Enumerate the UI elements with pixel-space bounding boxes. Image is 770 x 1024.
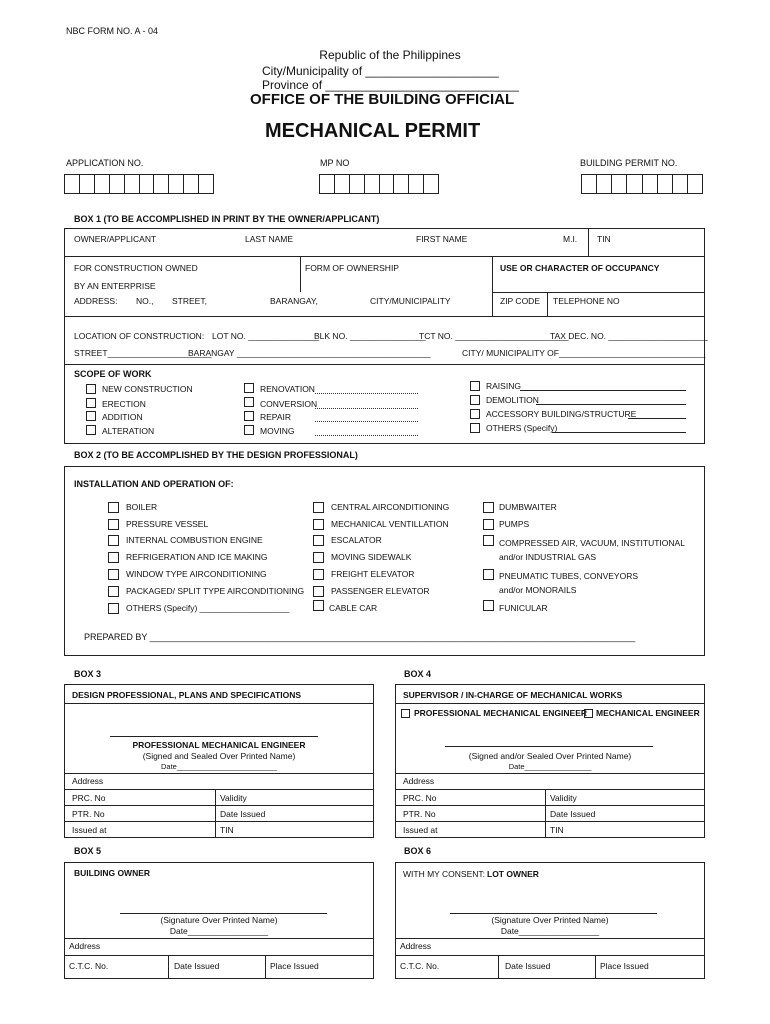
divider xyxy=(492,256,493,292)
zip-code-label[interactable]: ZIP CODE xyxy=(500,296,540,306)
installation-option: FUNICULAR xyxy=(499,603,548,613)
tin-label[interactable]: TIN xyxy=(597,234,611,244)
box4-ptr-no[interactable]: PTR. No xyxy=(403,809,436,819)
installation-checkbox[interactable] xyxy=(108,502,119,513)
last-name-label[interactable]: LAST NAME xyxy=(245,234,294,244)
installation-option: PNEUMATIC TUBES, CONVEYORS xyxy=(499,571,639,581)
installation-option: INTERNAL COMBUSTION ENGINE xyxy=(126,535,263,545)
divider xyxy=(395,805,705,806)
box4-signed: (Signed and/or Sealed Over Printed Name) xyxy=(468,751,632,761)
installation-checkbox[interactable] xyxy=(483,535,494,546)
installation-checkbox[interactable] xyxy=(108,552,119,563)
divider xyxy=(64,364,705,365)
divider xyxy=(395,773,705,774)
box4-date-issued[interactable]: Date Issued xyxy=(550,809,596,819)
tax-dec-no-field[interactable]: TAX DEC. NO. _____________________ xyxy=(550,331,708,341)
box4-option-2: MECHANICAL ENGINEER xyxy=(596,708,700,718)
box6-ctc-no[interactable]: C.T.C. No. xyxy=(400,961,440,971)
installation-option-cont: and/or MONORAILS xyxy=(499,585,577,595)
box6-place-issued[interactable]: Place Issued xyxy=(600,961,649,971)
box6-lot-owner: LOT OWNER xyxy=(487,869,539,879)
city-line: City/Municipality of ____________________ xyxy=(262,64,499,78)
office-title: OFFICE OF THE BUILDING OFFICIAL xyxy=(250,91,515,108)
divider xyxy=(395,938,705,939)
box6-date[interactable]: Date_________________ xyxy=(500,926,600,936)
divider xyxy=(64,938,374,939)
mp-no-label: MP NO xyxy=(320,158,350,168)
installation-option: CABLE CAR xyxy=(329,603,378,613)
box4-tin[interactable]: TIN xyxy=(550,825,564,835)
first-name-label[interactable]: FIRST NAME xyxy=(416,234,468,244)
specify-line[interactable] xyxy=(315,421,418,422)
box3-issued-at[interactable]: Issued at xyxy=(72,825,107,835)
box5-date-issued[interactable]: Date Issued xyxy=(174,961,220,971)
page-title: MECHANICAL PERMIT xyxy=(265,120,481,142)
box6-address[interactable]: Address xyxy=(400,941,432,951)
installation-option[interactable]: OTHERS (Specify) ___________________ xyxy=(126,603,290,613)
use-of-occupancy-label[interactable]: USE OR CHARACTER OF OCCUPANCY xyxy=(500,263,660,273)
box3-validity[interactable]: Validity xyxy=(220,793,247,803)
divider xyxy=(547,292,548,316)
city-field[interactable]: CITY/ MUNICIPALITY OF_______________________________ xyxy=(462,348,706,358)
divider xyxy=(395,821,705,822)
specify-line[interactable] xyxy=(628,418,686,419)
installation-checkbox[interactable] xyxy=(108,586,119,597)
divider xyxy=(64,256,705,257)
box6-signature: (Signature Over Printed Name) xyxy=(491,915,609,925)
prof-mech-engineer-checkbox[interactable] xyxy=(401,709,410,718)
republic-line: Republic of the Philippines xyxy=(319,48,461,62)
divider xyxy=(64,703,374,704)
scope-option: RAISING xyxy=(486,381,521,391)
scope-option: OTHERS (Specify) xyxy=(486,423,558,433)
blk-no-field[interactable]: BLK NO. ________________ xyxy=(314,331,426,341)
divider xyxy=(492,292,493,316)
province-line: Province of _____________________________ xyxy=(262,78,519,92)
box4-option-1: PROFESSIONAL MECHANICAL ENGINEER xyxy=(414,708,588,718)
box3-date-issued[interactable]: Date Issued xyxy=(220,809,266,819)
scope-checkbox[interactable] xyxy=(470,381,480,391)
box5-ctc-no[interactable]: C.T.C. No. xyxy=(69,961,109,971)
specify-line[interactable] xyxy=(315,435,418,436)
divider xyxy=(588,228,589,256)
scope-option: DEMOLITION xyxy=(486,395,539,405)
specify-line[interactable] xyxy=(315,408,418,409)
installation-option: PACKAGED/ SPLIT TYPE AIRCONDITIONING xyxy=(126,586,305,596)
box5-address[interactable]: Address xyxy=(69,941,101,951)
scope-checkbox[interactable] xyxy=(86,398,96,408)
box3-ptr-no[interactable]: PTR. No xyxy=(72,809,105,819)
installation-checkbox[interactable] xyxy=(313,552,324,563)
street-field[interactable]: STREET______________________ xyxy=(74,348,212,358)
box4-issued-at[interactable]: Issued at xyxy=(403,825,438,835)
mp-no-field[interactable] xyxy=(319,174,439,194)
divider xyxy=(395,789,705,790)
address-city-label[interactable]: CITY/MUNICIPALITY xyxy=(370,296,451,306)
telephone-label[interactable]: TELEPHONE NO xyxy=(553,296,620,306)
box3-header: DESIGN PROFESSIONAL, PLANS AND SPECIFICATIONS xyxy=(72,690,302,700)
installation-checkbox[interactable] xyxy=(313,569,324,580)
box4-date[interactable]: Date________________ xyxy=(508,762,592,771)
building-permit-no-field[interactable] xyxy=(581,174,703,194)
installation-option: CENTRAL AIRCONDITIONING xyxy=(331,502,450,512)
installation-option: ESCALATOR xyxy=(331,535,382,545)
installation-option: MECHANICAL VENTILLATION xyxy=(331,519,449,529)
signature-line[interactable] xyxy=(110,736,318,737)
signature-line[interactable] xyxy=(445,746,653,747)
box3-prc-no[interactable]: PRC. No xyxy=(72,793,106,803)
box3-signed: (Signed and Sealed Over Printed Name) xyxy=(142,751,296,761)
by-enterprise-label: BY AN ENTERPRISE xyxy=(74,281,156,291)
divider xyxy=(64,955,374,956)
box4-validity[interactable]: Validity xyxy=(550,793,577,803)
scope-checkbox[interactable] xyxy=(86,411,96,421)
tct-no-field[interactable]: TCT NO. ________________________ xyxy=(419,331,569,341)
box5-signature: (Signature Over Printed Name) xyxy=(160,915,278,925)
divider xyxy=(395,955,705,956)
divider xyxy=(215,789,216,838)
installation-checkbox[interactable] xyxy=(313,519,324,530)
box6-title: BOX 6 xyxy=(404,846,432,856)
lot-no-field[interactable]: LOT NO. _______________ xyxy=(212,331,320,341)
installation-option: MOVING SIDEWALK xyxy=(331,552,412,562)
divider xyxy=(395,703,705,704)
signature-line[interactable] xyxy=(450,913,657,914)
divider xyxy=(265,955,266,979)
specify-line[interactable] xyxy=(315,393,418,394)
installation-checkbox[interactable] xyxy=(313,600,324,611)
scope-option: ERECTION xyxy=(102,399,146,409)
installation-option-cont: and/or INDUSTRIAL GAS xyxy=(499,552,596,562)
box3-frame xyxy=(64,684,374,838)
form-number: NBC FORM NO. A - 04 xyxy=(66,26,159,36)
box5-header: BUILDING OWNER xyxy=(74,868,151,878)
installation-checkbox[interactable] xyxy=(108,519,119,530)
building-permit-no-label: BUILDING PERMIT NO. xyxy=(580,158,678,168)
installation-checkbox[interactable] xyxy=(313,535,324,546)
divider xyxy=(64,316,705,317)
barangay-field[interactable]: BARANGAY _________________________________________ xyxy=(188,348,431,358)
installation-option: PRESSURE VESSEL xyxy=(126,519,209,529)
installation-option: PASSENGER ELEVATOR xyxy=(331,586,430,596)
form-of-ownership-label[interactable]: FORM OF OWNERSHIP xyxy=(305,263,399,273)
scope-checkbox[interactable] xyxy=(244,383,254,393)
divider xyxy=(64,789,374,790)
divider xyxy=(168,955,169,979)
scope-option: RENOVATION xyxy=(260,384,315,394)
box3-tin[interactable]: TIN xyxy=(220,825,234,835)
box5-date[interactable]: Date_________________ xyxy=(169,926,269,936)
scope-option: ADDITION xyxy=(102,412,143,422)
scope-of-work-title: SCOPE OF WORK xyxy=(74,369,152,379)
specify-line[interactable] xyxy=(536,404,686,405)
box3-date[interactable]: Date________________________ xyxy=(161,762,277,771)
address-label: ADDRESS: xyxy=(74,296,118,306)
box2-title: BOX 2 (TO BE ACCOMPLISHED BY THE DESIGN PROFESSIONAL) xyxy=(74,450,358,460)
installation-checkbox[interactable] xyxy=(108,569,119,580)
installation-checkbox[interactable] xyxy=(313,502,324,513)
box4-prc-no[interactable]: PRC. No xyxy=(403,793,437,803)
divider xyxy=(64,805,374,806)
box6-consent: WITH MY CONSENT: xyxy=(403,869,486,879)
mech-engineer-checkbox[interactable] xyxy=(584,709,593,718)
installation-option: BOILER xyxy=(126,502,158,512)
box6-date-issued[interactable]: Date Issued xyxy=(505,961,551,971)
box4-title: BOX 4 xyxy=(404,669,432,679)
divider xyxy=(64,821,374,822)
scope-checkbox[interactable] xyxy=(86,425,96,435)
box1-title: BOX 1 (TO BE ACCOMPLISHED IN PRINT BY THE OWNER/APPLICANT) xyxy=(74,214,380,224)
scope-checkbox[interactable] xyxy=(470,395,480,405)
installation-checkbox[interactable] xyxy=(483,600,494,611)
installation-title: INSTALLATION AND OPERATION OF: xyxy=(74,479,234,489)
installation-checkbox[interactable] xyxy=(483,569,494,580)
address-barangay-label[interactable]: BARANGAY, xyxy=(270,296,318,306)
installation-option: REFRIGERATION AND ICE MAKING xyxy=(126,552,268,562)
signature-line[interactable] xyxy=(120,913,327,914)
installation-checkbox[interactable] xyxy=(313,586,324,597)
divider xyxy=(498,955,499,979)
scope-checkbox[interactable] xyxy=(244,397,254,407)
scope-option: CONVERSION xyxy=(260,399,318,409)
address-street-label[interactable]: STREET, xyxy=(172,296,207,306)
address-no-label[interactable]: NO., xyxy=(136,296,154,306)
box5-place-issued[interactable]: Place Issued xyxy=(270,961,319,971)
mi-label[interactable]: M.I. xyxy=(563,234,578,244)
installation-option: DUMBWAITER xyxy=(499,502,557,512)
application-no-label: APPLICATION NO. xyxy=(66,158,144,168)
box4-header: SUPERVISOR / IN-CHARGE OF MECHANICAL WORKS xyxy=(403,690,623,700)
scope-option: MOVING xyxy=(260,426,295,436)
scope-option: REPAIR xyxy=(260,412,292,422)
specify-line[interactable] xyxy=(520,390,686,391)
application-no-field[interactable] xyxy=(64,174,214,194)
for-construction-label: FOR CONSTRUCTION OWNED xyxy=(74,263,198,273)
box3-role: PROFESSIONAL MECHANICAL ENGINEER xyxy=(132,740,306,750)
scope-option: NEW CONSTRUCTION xyxy=(102,384,193,394)
box3-address[interactable]: Address xyxy=(72,776,104,786)
installation-option: PUMPS xyxy=(499,519,530,529)
scope-checkbox[interactable] xyxy=(470,423,480,433)
scope-checkbox[interactable] xyxy=(86,384,96,394)
installation-checkbox[interactable] xyxy=(483,502,494,513)
box4-address[interactable]: Address xyxy=(403,776,435,786)
divider xyxy=(595,955,596,979)
installation-option: WINDOW TYPE AIRCONDITIONING xyxy=(126,569,267,579)
scope-checkbox[interactable] xyxy=(244,411,254,421)
divider xyxy=(300,256,301,292)
prepared-by-field[interactable]: PREPARED BY _________________________________________________________________________________________________ xyxy=(84,632,636,642)
box5-title: BOX 5 xyxy=(74,846,102,856)
divider xyxy=(545,789,546,838)
installation-checkbox[interactable] xyxy=(108,535,119,546)
installation-checkbox[interactable] xyxy=(108,603,119,614)
installation-option: FREIGHT ELEVATOR xyxy=(331,569,415,579)
installation-checkbox[interactable] xyxy=(483,519,494,530)
scope-option: ALTERATION xyxy=(102,426,155,436)
divider xyxy=(64,773,374,774)
location-label: LOCATION OF CONSTRUCTION: xyxy=(74,331,205,341)
scope-option: ACCESSORY BUILDING/STRUCTURE xyxy=(486,409,637,419)
divider xyxy=(492,292,705,293)
box3-title: BOX 3 xyxy=(74,669,102,679)
scope-checkbox[interactable] xyxy=(244,425,254,435)
installation-option: COMPRESSED AIR, VACUUM, INSTITUTIONAL xyxy=(499,538,685,548)
owner-applicant-label: OWNER/APPLICANT xyxy=(74,234,157,244)
scope-checkbox[interactable] xyxy=(470,409,480,419)
specify-line[interactable] xyxy=(552,432,686,433)
